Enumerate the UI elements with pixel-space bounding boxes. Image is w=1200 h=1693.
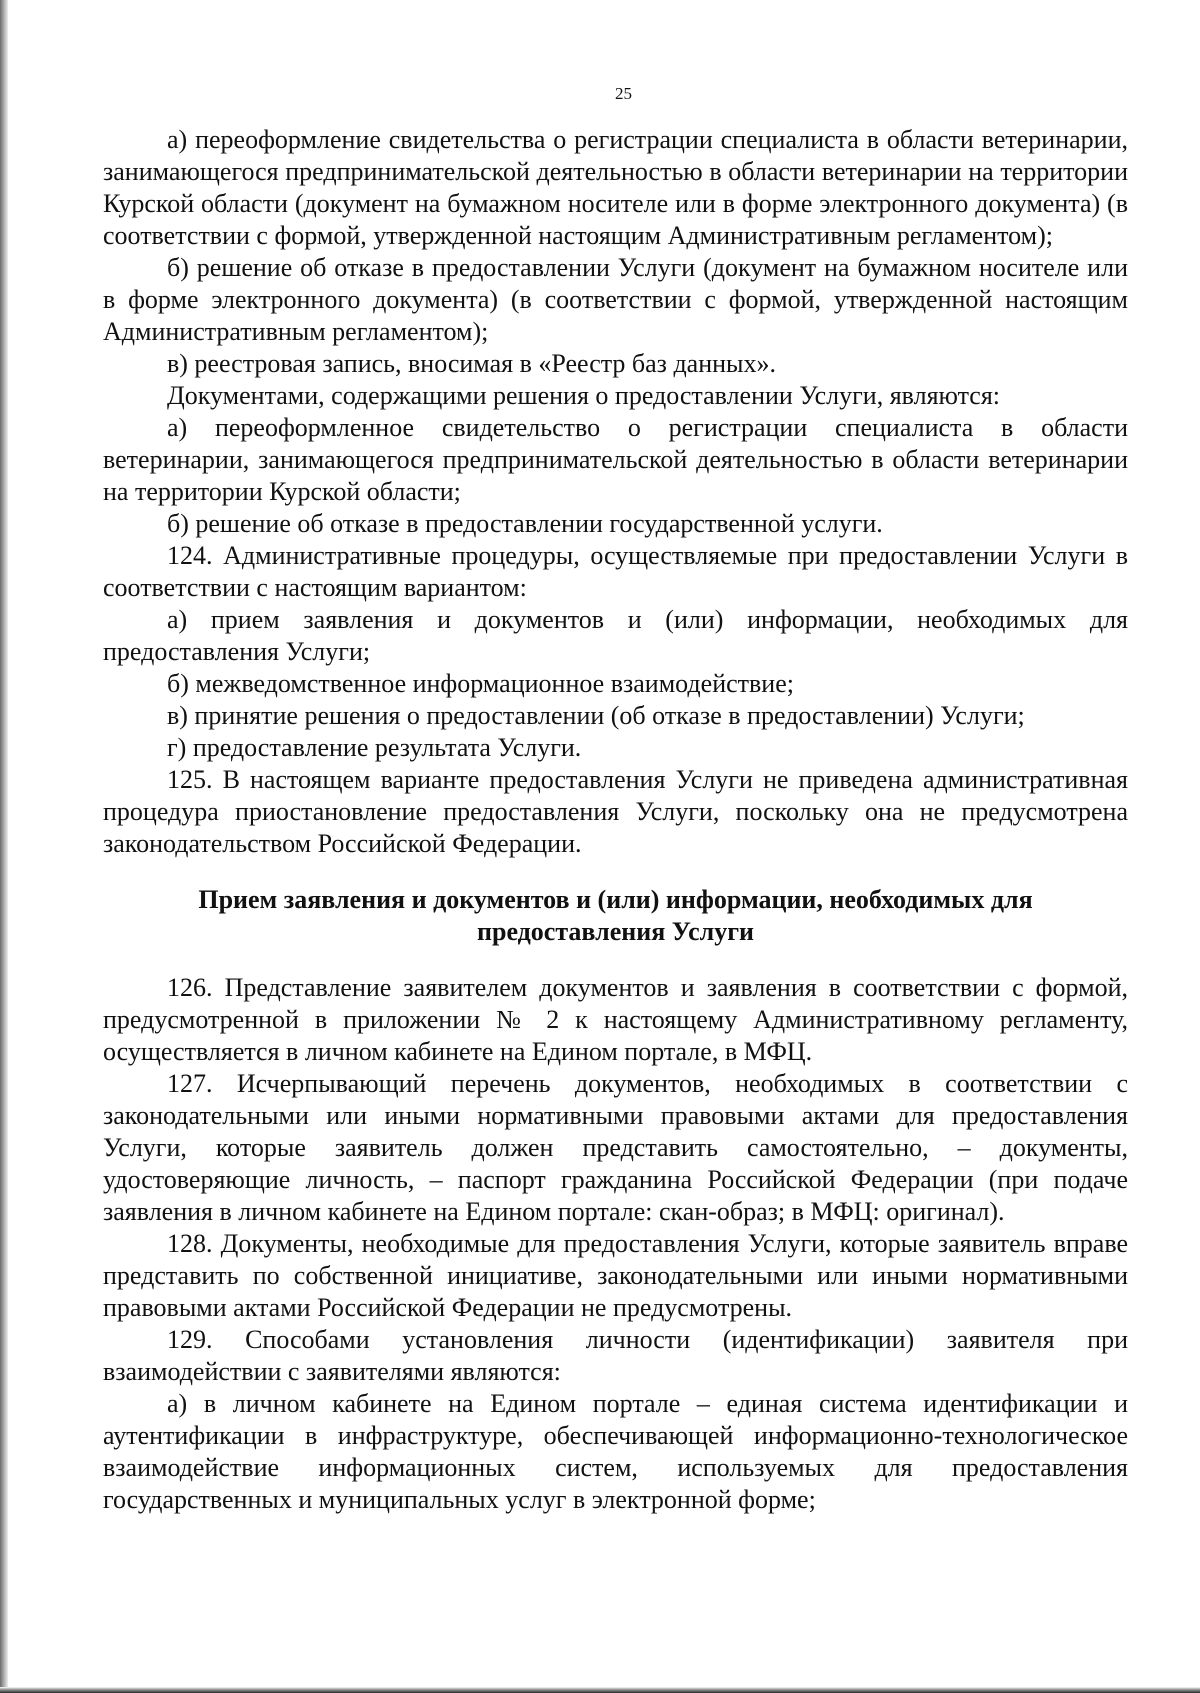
paragraph-a-certificate: а) переоформленное свидетельство о регистрации специалиста в области ветеринарии, занимающегося предпринимательской деятельностью в области ветеринарии на территории Курской области; [103,413,1128,506]
paragraph-v-registry: в) реестровая запись, вносимая в «Реестр баз данных». [167,349,777,378]
paragraph-127: 127. Исчерпывающий перечень документов, необходимых в соответствии с законодательными или иными нормативными правовыми актами для предоставления Услуги, которые заявитель должен представить самостоятельно, – документы, удостоверяющие личность, – паспорт гражданина Российской Федерации (при подаче заявления в личном кабинете на Едином портале: скан-образ; в МФЦ: оригинал). [103,1069,1128,1226]
paragraph-124-v: в) принятие решения о предоставлении (об отказе в предоставлении) Услуги; [167,701,1025,730]
document-page [103,84,1128,1516]
paragraph-124-g: г) предоставление результата Услуги. [167,733,582,762]
paragraph-b-refusal: б) решение об отказе в предоставлении Услуги (документ на бумажном носителе или в форме электронного документа) (в соответствии с формой, утвержденной настоящим Административным регламентом); [103,253,1128,346]
paragraph-124: 124. Административные процедуры, осуществляемые при предоставлении Услуги в соответствии с настоящим вариантом: [103,541,1128,602]
scan-edge-shadow [0,0,8,1693]
paragraph-129-a: а) в личном кабинете на Едином портале – единая система идентификации и аутентификации в инфраструктуре, обеспечивающей информационно-технологическое взаимодействие информационных систем, используемых для предоставления государственных и муниципальных услуг в электронной форме; [103,1389,1128,1514]
scan-bottom-edge [0,1687,1200,1693]
page-number: 25 [615,84,632,103]
paragraph-124-a: а) прием заявления и документов и (или) информации, необходимых для предоставления Услуги; [103,605,1128,666]
paragraph-b-refusal-decision: б) решение об отказе в предоставлении государственной услуги. [167,509,883,538]
paragraph-129: 129. Способами установления личности (идентификации) заявителя при взаимодействии с заявителями являются: [103,1325,1128,1386]
paragraph-128: 128. Документы, необходимые для предоставления Услуги, которые заявитель вправе представить по собственной инициативе, законодательными или иными нормативными правовыми актами Российской Федерации не предусмотрены. [103,1229,1128,1322]
paragraph-decision-docs: Документами, содержащими решения о предоставлении Услуги, являются: [167,381,1001,410]
section-heading: Прием заявления и документов и (или) информации, необходимых для предоставления Услуги [198,885,1033,946]
paragraph-126: 126. Представление заявителем документов и заявления в соответствии с формой, предусмотренной в приложении № 2 к настоящему Административному регламенту, осуществляется в личном кабинете на Едином портале, в МФЦ. [103,973,1128,1066]
paragraph-a-reissue: а) переоформление свидетельства о регистрации специалиста в области ветеринарии, занимающегося предпринимательской деятельностью в области ветеринарии на территории Курской области (документ на бумажном носителе или в форме электронного документа) (в соответствии с формой, утвержденной настоящим Административным регламентом); [103,125,1128,250]
paragraph-125: 125. В настоящем варианте предоставления Услуги не приведена административная процедура приостановление предоставления Услуги, поскольку она не предусмотрена законодательством Российской Федерации. [103,765,1128,858]
paragraph-124-b: б) межведомственное информационное взаимодействие; [167,669,794,698]
